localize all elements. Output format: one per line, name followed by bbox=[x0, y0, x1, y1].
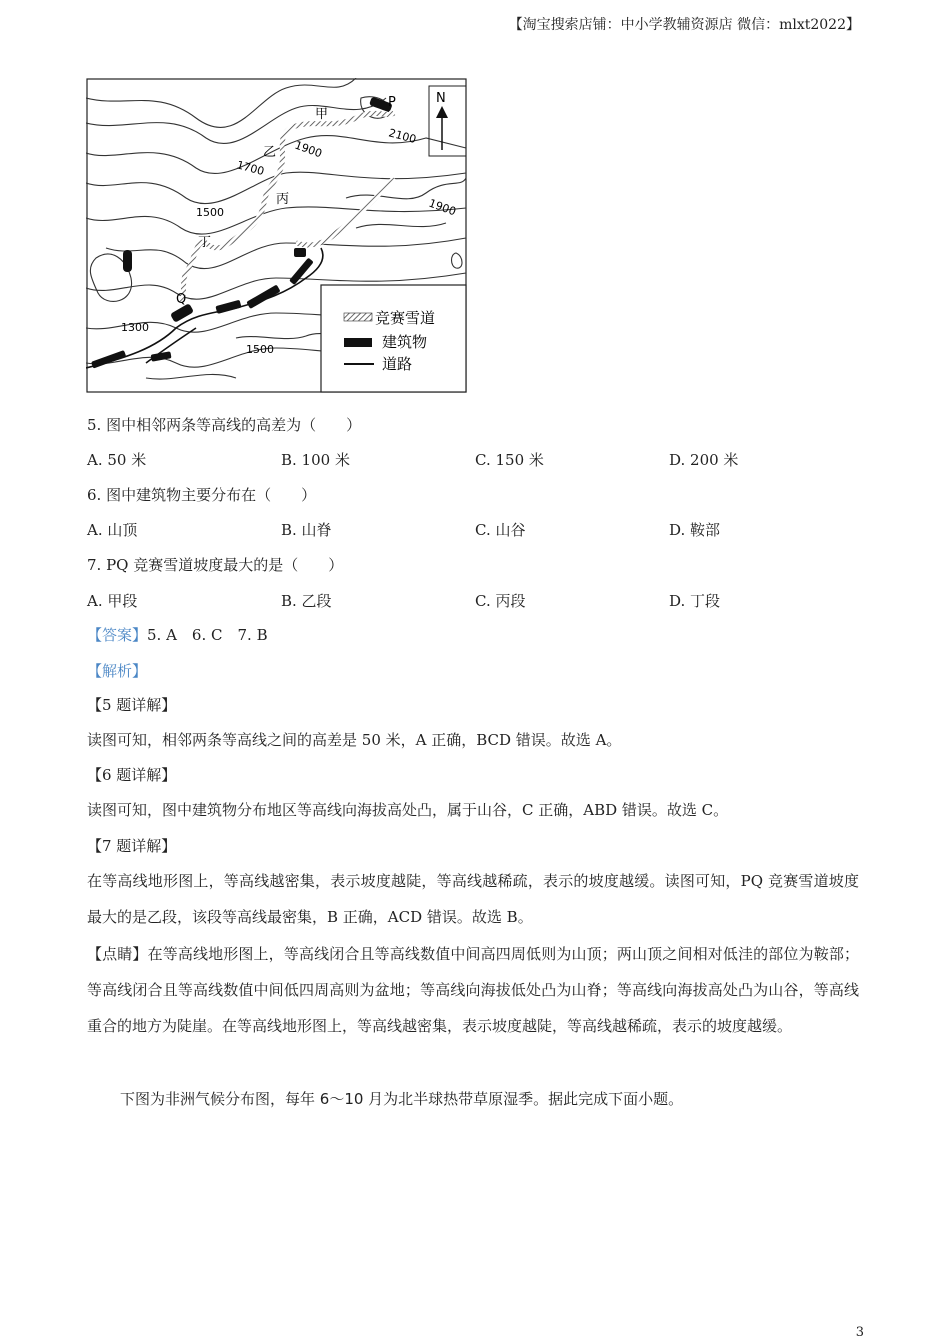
analysis-label: 【解析】 bbox=[87, 662, 148, 680]
segment-jia: 甲 bbox=[315, 107, 329, 122]
contour-label: 1500 bbox=[196, 206, 224, 219]
contour-label: 1700 bbox=[235, 158, 266, 179]
legend-track: 竞赛雪道 bbox=[375, 309, 436, 327]
question-5-stem: 5. 图中相邻两条等高线的高差为（ ） bbox=[87, 416, 362, 434]
question-6-option-a: A. 山顶 bbox=[87, 521, 138, 539]
question-6-option-b: B. 山脊 bbox=[281, 521, 332, 539]
detail-6-title: 【6 题详解】 bbox=[87, 766, 177, 784]
legend-building: 建筑物 bbox=[382, 333, 428, 351]
question-5-option-a: A. 50 米 bbox=[87, 451, 147, 469]
question-6-stem: 6. 图中建筑物主要分布在（ ） bbox=[87, 486, 317, 504]
contour-map bbox=[86, 78, 467, 393]
page-number: 3 bbox=[855, 1325, 864, 1340]
question-5-option-d: D. 200 米 bbox=[669, 451, 739, 469]
legend-road: 道路 bbox=[382, 355, 413, 373]
question-6-option-d: D. 鞍部 bbox=[669, 521, 721, 539]
question-7-option-a: A. 甲段 bbox=[87, 592, 138, 610]
question-7-stem: 7. PQ 竞赛雪道坡度最大的是（ ） bbox=[87, 556, 344, 574]
detail-7-text: 在等高线地形图上，等高线越密集，表示坡度越陡，等高线越稀疏，表示的坡度越缓。读图可知，PQ 竞赛雪道坡度最大的是乙段，该段等高线最密集，B 正确，ACD 错误。故选 B。 bbox=[87, 872, 859, 926]
question-5-option-c: C. 150 米 bbox=[475, 451, 544, 469]
question-5-option-b: B. 100 米 bbox=[281, 451, 350, 469]
question-7-option-c: C. 丙段 bbox=[475, 592, 526, 610]
segment-ding: 丁 bbox=[198, 235, 212, 250]
point-q: Q bbox=[176, 292, 187, 307]
answer-text: 5. A 6. C 7. B bbox=[147, 626, 268, 644]
question-6-option-c: C. 山谷 bbox=[475, 521, 526, 539]
question-7-option-b: B. 乙段 bbox=[281, 592, 332, 610]
contour-label: 1900 bbox=[426, 196, 458, 219]
contour-label: 1500 bbox=[246, 343, 274, 356]
point-p: P bbox=[388, 95, 396, 110]
segment-bing: 丙 bbox=[276, 192, 290, 207]
answer-label: 【答案】 bbox=[87, 626, 148, 644]
answer-line bbox=[87, 624, 268, 646]
segment-yi: 乙 bbox=[263, 145, 277, 160]
next-section-intro: 下图为非洲气候分布图，每年 6～10 月为北半球热带草原湿季。据此完成下面小题。 bbox=[120, 1090, 684, 1108]
north-label: N bbox=[436, 91, 446, 106]
page-header: 【淘宝搜索店铺：中小学教辅资源店 微信：mlxt2022】 bbox=[508, 17, 860, 33]
contour-label: 1900 bbox=[292, 138, 324, 161]
tip-text: 在等高线地形图上，等高线闭合且等高线数值中间高四周低则为山顶；两山顶之间相对低洼的部位为鞍部；等高线闭合且等高线数值中间低四周高则为盆地；等高线向海拔低处凸为山脊；等高线向海拔高处凸为山谷，等高线重合的地方为陡崖。在等高线地形图上，等高线越密集，表示坡度越陡，等高线越稀疏，表示的坡度越缓。 bbox=[87, 945, 859, 1035]
contour-label: 2100 bbox=[387, 126, 418, 147]
detail-7-title: 【7 题详解】 bbox=[87, 837, 177, 855]
detail-5-text: 读图可知，相邻两条等高线之间的高差是 50 米，A 正确，BCD 错误。故选 A。 bbox=[87, 731, 622, 749]
question-7-option-d: D. 丁段 bbox=[669, 592, 721, 610]
contour-label: 1300 bbox=[121, 321, 149, 334]
tip-paragraph bbox=[87, 936, 859, 1044]
tip-label: 【点睛】 bbox=[87, 945, 148, 963]
detail-5-title: 【5 题详解】 bbox=[87, 696, 177, 714]
detail-6-text: 读图可知，图中建筑物分布地区等高线向海拔高处凸，属于山谷，C 正确，ABD 错误。故选 C。 bbox=[87, 801, 729, 819]
